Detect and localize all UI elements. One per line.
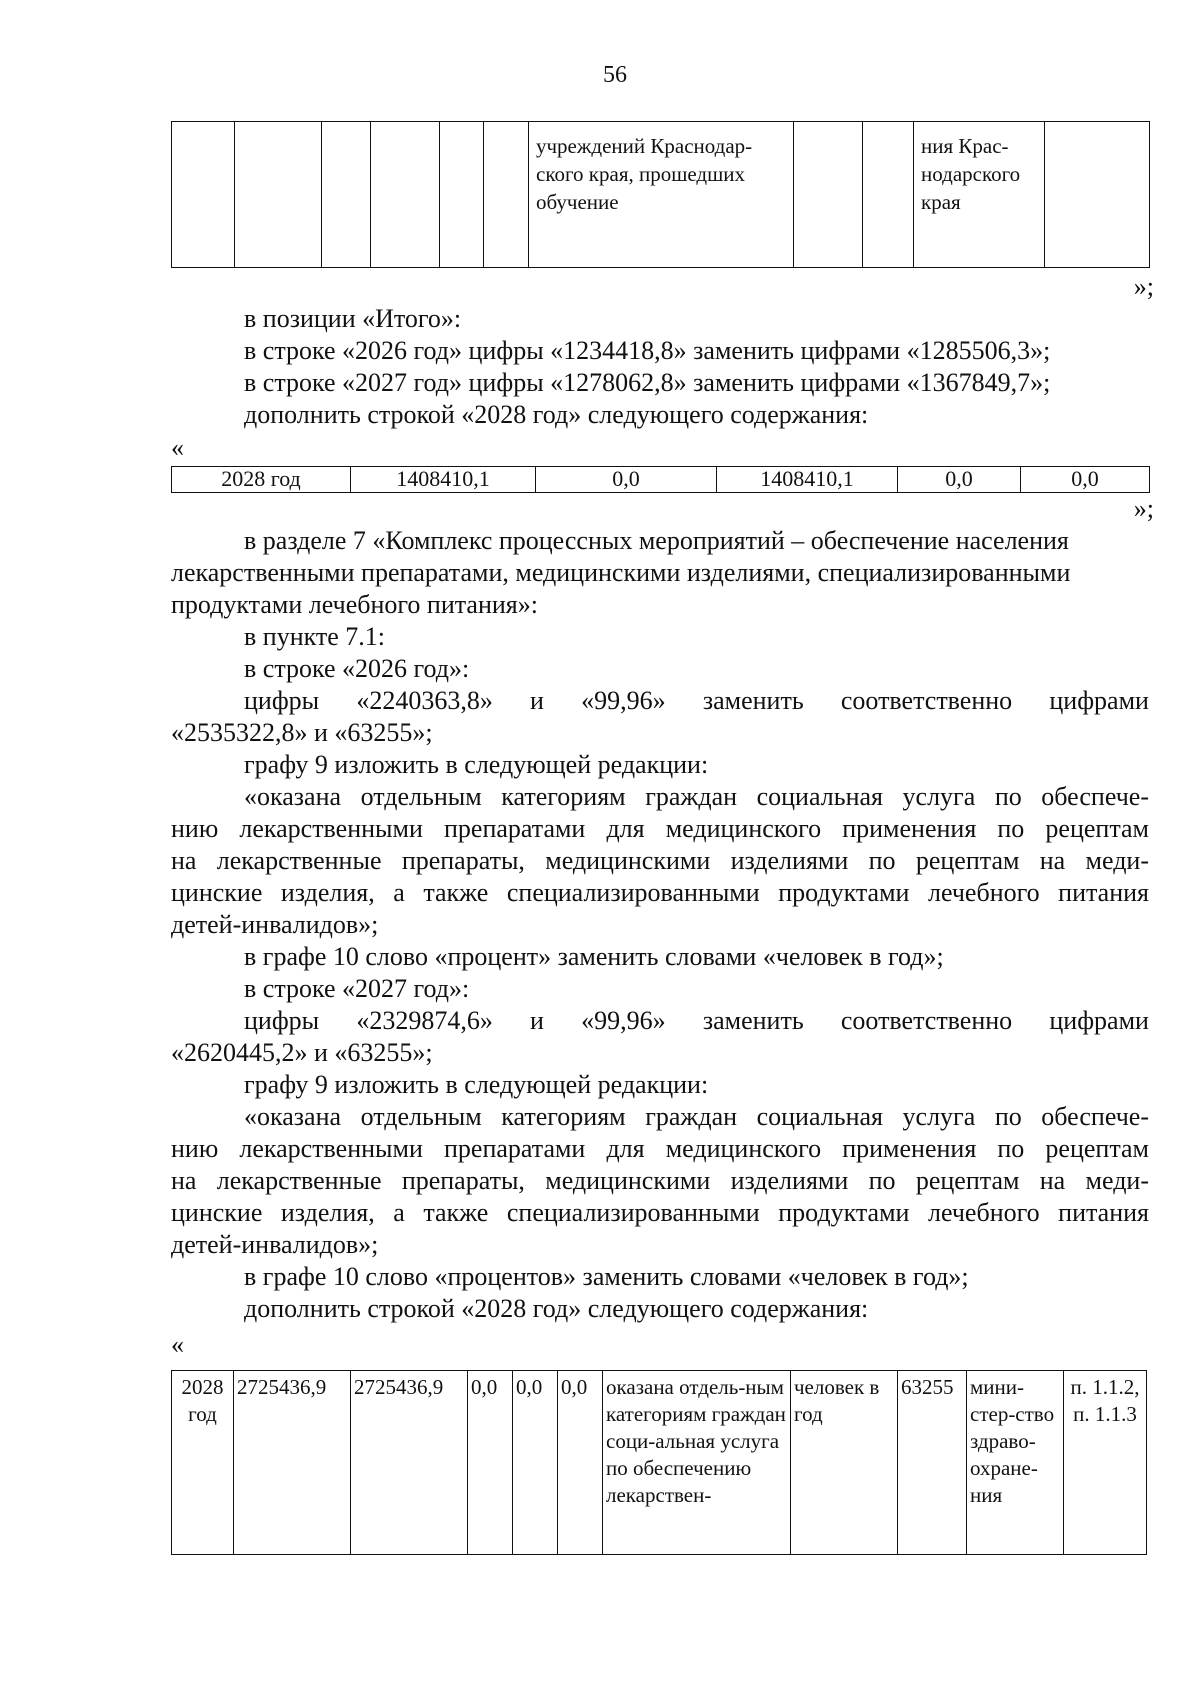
paragraph-line: в позиции «Итого»: — [244, 304, 462, 333]
cell-value: 0,0 — [558, 1371, 603, 1555]
cell-value: 1408410,1 — [351, 467, 536, 493]
opening-quote: « — [171, 433, 184, 462]
paragraph-line: «оказана отдельным категориям граждан социальная услуга по обеспече- — [244, 1102, 1149, 1131]
paragraph-line: «2535322,8» и «63255»; — [171, 718, 433, 747]
table-total-row — [171, 466, 1150, 493]
paragraph-line: «2620445,2» и «63255»; — [171, 1038, 433, 1067]
closing-quote: »; — [1133, 272, 1154, 301]
cell-year: 2028 год — [172, 467, 351, 493]
cell-responsible: мини-стер-ство здраво-охране-ния — [967, 1371, 1064, 1555]
table-row — [172, 1371, 1147, 1555]
paragraph-line: дополнить строкой «2028 год» следующего содержания: — [244, 1294, 869, 1323]
justified-line: цифры «2329874,6» и «99,96» заменить соответственно цифрами — [244, 1006, 1149, 1035]
paragraph-line: в строке «2026 год»: — [244, 654, 470, 683]
closing-quote: »; — [1133, 494, 1154, 523]
paragraph-line: цинские изделия, а также специализированными продуктами лечебного питания — [171, 1198, 1149, 1227]
cell-responsible-text: ния Крас-нодарского края — [921, 134, 1021, 214]
page-number: 56 — [603, 62, 627, 88]
cell-year: 2028 год — [172, 1371, 234, 1555]
opening-quote: « — [171, 1330, 184, 1359]
paragraph-line: графу 9 изложить в следующей редакции: — [244, 1070, 709, 1099]
cell-result: оказана отдель-ным категориям граждан соци-альная услуга по обеспечению лекарствен- — [603, 1371, 791, 1555]
cell-value: 0,0 — [513, 1371, 558, 1555]
paragraph-line: «оказана отдельным категориям граждан социальная услуга по обеспече- — [244, 782, 1149, 811]
cell-target: 63255 — [898, 1371, 967, 1555]
paragraph-line: в строке «2026 год» цифры «1234418,8» заменить цифрами «1285506,3»; — [244, 336, 1051, 365]
paragraph-line: дополнить строкой «2028 год» следующего содержания: — [244, 400, 869, 429]
paragraph-line: детей-инвалидов»; — [171, 910, 379, 939]
paragraph-line: нию лекарственными препаратами для медицинского применения по рецептам — [171, 814, 1149, 843]
paragraph-line: лекарственными препаратами, медицинскими изделиями, специализированными — [171, 558, 1071, 587]
table-row — [172, 122, 1150, 268]
paragraph-line: в графе 10 слово «процентов» заменить словами «человек в год»; — [244, 1262, 969, 1291]
cell-value: 0,0 — [898, 467, 1021, 493]
cell-value: 2725436,9 — [351, 1371, 468, 1555]
cell-value: 0,0 — [468, 1371, 513, 1555]
paragraph-line: нию лекарственными препаратами для медицинского применения по рецептам — [171, 1134, 1149, 1163]
cell-value: 0,0 — [536, 467, 717, 493]
paragraph-line: в графе 10 слово «процент» заменить словами «человек в год»; — [244, 942, 944, 971]
table-continuation — [171, 121, 1150, 268]
cell-unit: человек в год — [791, 1371, 898, 1555]
cell-value: 0,0 — [1021, 467, 1150, 493]
table-2028-row — [171, 1370, 1147, 1555]
paragraph-line: на лекарственные препараты, медицинскими изделиями по рецептам на меди- — [171, 846, 1149, 875]
paragraph-line: в строке «2027 год» цифры «1278062,8» заменить цифрами «1367849,7»; — [244, 368, 1051, 397]
paragraph-line: продуктами лечебного питания»: — [171, 590, 538, 619]
cell-links: п. 1.1.2, п. 1.1.3 — [1064, 1371, 1147, 1555]
paragraph-line: на лекарственные препараты, медицинскими изделиями по рецептам на меди- — [171, 1166, 1149, 1195]
paragraph-line: детей-инвалидов»; — [171, 1230, 379, 1259]
paragraph-line: графу 9 изложить в следующей редакции: — [244, 750, 709, 779]
paragraph-line: в пункте 7.1: — [244, 622, 386, 651]
justified-line: цифры «2240363,8» и «99,96» заменить соответственно цифрами — [244, 686, 1149, 715]
table-row — [172, 467, 1150, 493]
paragraph-line: в строке «2027 год»: — [244, 974, 470, 1003]
cell-result-text: учреждений Краснодар-ского края, прошедших обучение — [536, 134, 753, 214]
cell-value: 1408410,1 — [717, 467, 898, 493]
paragraph-line: в разделе 7 «Комплекс процессных мероприятий – обеспечение населения — [244, 526, 1069, 555]
paragraph-line: цинские изделия, а также специализированными продуктами лечебного питания — [171, 878, 1149, 907]
cell-value: 2725436,9 — [234, 1371, 351, 1555]
